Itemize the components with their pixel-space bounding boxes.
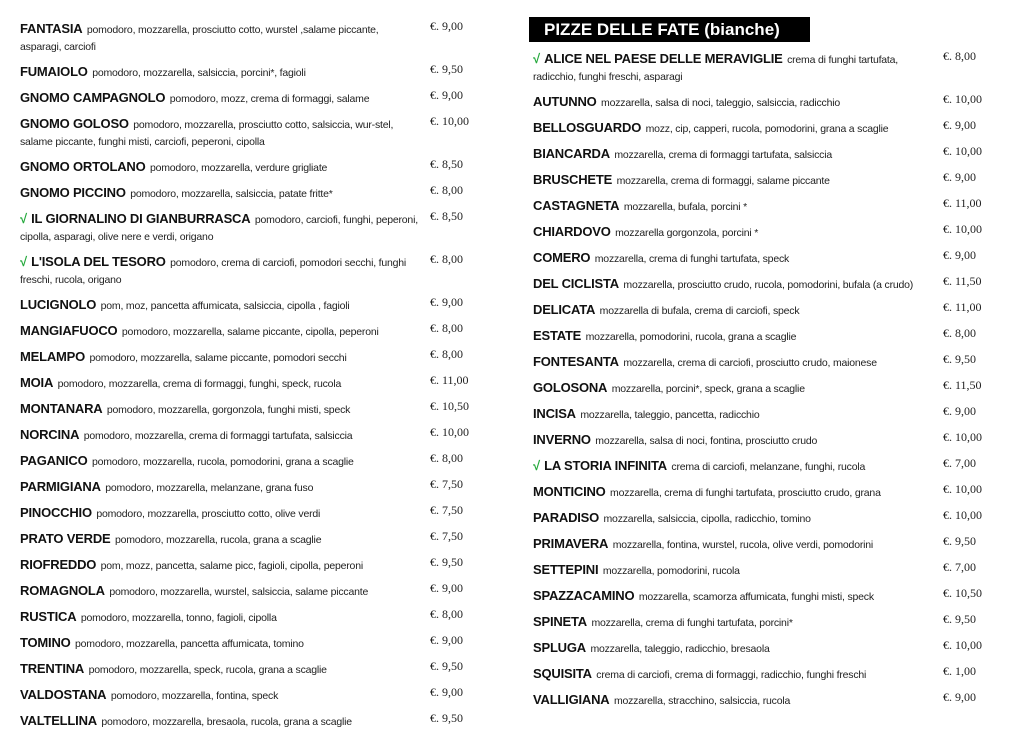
- pizza-price: €. 11,00: [430, 373, 469, 387]
- menu-row: [20, 349, 490, 375]
- pizza-price: €. 7,50: [430, 529, 463, 543]
- pizza-price: €. 8,50: [430, 209, 463, 223]
- menu-row: [533, 172, 1003, 198]
- pizza-ingredients: pomodoro, mozzarella, tonno, fagioli, cipolla: [80, 612, 277, 624]
- pizza-ingredients: pomodoro, carciofi, funghi, peperoni, cipolla, asparagi, olive nere e verdi, origano: [20, 214, 418, 243]
- menu-row: [20, 479, 490, 505]
- menu-item: [533, 224, 933, 241]
- menu-item: [20, 185, 420, 202]
- menu-item: [533, 432, 933, 449]
- menu-item: [20, 349, 420, 366]
- pizza-price: €. 9,00: [943, 118, 976, 132]
- pizza-name: CASTAGNETA: [533, 198, 620, 213]
- pizza-ingredients: pomodoro, mozzarella, rucola, grana a scaglie: [114, 534, 322, 546]
- vegetarian-check-icon: √: [533, 458, 541, 473]
- menu-item: [20, 453, 420, 470]
- pizza-price: €. 11,50: [943, 274, 982, 288]
- menu-column-left: [20, 21, 490, 739]
- pizza-ingredients: pomodoro, mozzarella, speck, rucola, grana a scaglie: [88, 664, 327, 676]
- pizza-price: €. 9,00: [943, 404, 976, 418]
- vegetarian-check-icon: √: [20, 211, 28, 226]
- pizza-name: GNOMO CAMPAGNOLO: [20, 90, 166, 105]
- pizza-price: €. 8,00: [430, 321, 463, 335]
- menu-row: [533, 51, 1003, 94]
- pizza-price: €. 7,00: [943, 560, 976, 574]
- menu-item: [20, 713, 420, 730]
- menu-row: [20, 557, 490, 583]
- pizza-price: €. 8,00: [430, 347, 463, 361]
- pizza-price: €. 9,50: [430, 555, 463, 569]
- menu-row: [533, 146, 1003, 172]
- menu-row: [533, 588, 1003, 614]
- pizza-price: €. 8,00: [430, 183, 463, 197]
- pizza-ingredients: pomodoro, mozzarella, rucola, pomodorini, grana a scaglie: [91, 456, 354, 468]
- pizza-name: DELICATA: [533, 302, 596, 317]
- pizza-name: TRENTINA: [20, 661, 85, 676]
- pizza-ingredients: mozzarella, bufala, porcini *: [623, 201, 747, 213]
- menu-item: [533, 146, 933, 163]
- menu-item: [20, 323, 420, 340]
- pizza-ingredients: pomodoro, mozzarella, wurstel, salsiccia, salame piccante: [109, 586, 369, 598]
- menu-item: [533, 120, 933, 137]
- menu-item: [533, 406, 933, 423]
- pizza-name: NORCINA: [20, 427, 80, 442]
- menu-item: [533, 666, 933, 683]
- pizza-price: €. 9,00: [430, 295, 463, 309]
- pizza-ingredients: pomodoro, mozzarella, melanzane, grana fuso: [105, 482, 314, 494]
- pizza-name: ESTATE: [533, 328, 582, 343]
- menu-item: [533, 380, 933, 397]
- menu-item: [533, 250, 933, 267]
- menu-row: [533, 562, 1003, 588]
- menu-row: [20, 401, 490, 427]
- pizza-name: FANTASIA: [20, 21, 83, 36]
- menu-item: [20, 90, 420, 107]
- pizza-name: COMERO: [533, 250, 591, 265]
- pizza-name: PARADISO: [533, 510, 600, 525]
- menu-row: [20, 185, 490, 211]
- menu-row: [20, 635, 490, 661]
- pizza-name: VALDOSTANA: [20, 687, 107, 702]
- menu-row: [20, 297, 490, 323]
- vegetarian-check-icon: √: [20, 254, 28, 269]
- menu-item: [533, 484, 933, 501]
- pizza-ingredients: pomodoro, mozzarella, pancetta affumicata, tomino: [75, 638, 304, 650]
- menu-item: [20, 479, 420, 496]
- menu-row: [533, 406, 1003, 432]
- menu-row: [20, 427, 490, 453]
- menu-item: [20, 635, 420, 652]
- pizza-name: SPINETA: [533, 614, 587, 629]
- menu-item: [533, 562, 933, 579]
- menu-item: [533, 458, 933, 475]
- pizza-ingredients: mozzarella, crema di funghi tartufata, speck: [594, 253, 790, 265]
- pizza-price: €. 8,00: [943, 49, 976, 63]
- pizza-ingredients: mozzarella, pomodorini, rucola, grana a scaglie: [585, 331, 797, 343]
- pizza-ingredients: pomodoro, mozz, crema di formaggi, salame: [169, 93, 370, 105]
- pizza-name: GNOMO PICCINO: [20, 185, 126, 200]
- pizza-ingredients: mozzarella, crema di funghi tartufata, prosciutto crudo, grana: [610, 487, 881, 499]
- menu-row: [20, 583, 490, 609]
- pizza-price: €. 8,00: [430, 252, 463, 266]
- menu-row: [533, 276, 1003, 302]
- menu-item: [533, 302, 933, 319]
- pizza-price: €. 9,00: [430, 19, 463, 33]
- menu-item: [533, 172, 933, 189]
- pizza-price: €. 1,00: [943, 664, 976, 678]
- pizza-name: MONTANARA: [20, 401, 103, 416]
- menu-row: [533, 198, 1003, 224]
- pizza-price: €. 7,00: [943, 456, 976, 470]
- pizza-name: MANGIAFUOCO: [20, 323, 118, 338]
- menu-item: [533, 328, 933, 345]
- pizza-ingredients: mozzarella, prosciutto crudo, rucola, pomodorini, bufala (a crudo): [623, 279, 914, 291]
- pizza-name: IL GIORNALINO DI GIANBURRASCA: [31, 211, 251, 226]
- menu-column-right: [533, 51, 1003, 718]
- pizza-price: €. 9,50: [943, 352, 976, 366]
- pizza-name: FONTESANTA: [533, 354, 619, 369]
- menu-item: [20, 583, 420, 600]
- menu-row: [20, 661, 490, 687]
- menu-item: [533, 614, 933, 631]
- menu-row: [20, 531, 490, 557]
- pizza-ingredients: mozzarella, salsa di noci, taleggio, salsiccia, radicchio: [601, 97, 841, 109]
- pizza-name: INCISA: [533, 406, 576, 421]
- pizza-ingredients: pomodoro, mozzarella, gorgonzola, funghi misti, speck: [106, 404, 351, 416]
- menu-row: [533, 250, 1003, 276]
- menu-item: [20, 427, 420, 444]
- menu-item: [20, 531, 420, 548]
- menu-item: [533, 510, 933, 527]
- pizza-ingredients: pomodoro, mozzarella, prosciutto cotto, olive verdi: [96, 508, 321, 520]
- pizza-ingredients: mozzarella, crema di funghi tartufata, porcini*: [591, 617, 793, 629]
- pizza-price: €. 10,00: [430, 114, 469, 128]
- pizza-name: CHIARDOVO: [533, 224, 611, 239]
- menu-item: [20, 661, 420, 678]
- menu-row: [533, 614, 1003, 640]
- pizza-price: €. 9,50: [430, 711, 463, 725]
- pizza-price: €. 9,50: [943, 534, 976, 548]
- pizza-ingredients: mozzarella, taleggio, pancetta, radicchio: [580, 409, 760, 421]
- menu-item: [533, 354, 933, 371]
- pizza-price: €. 9,50: [430, 62, 463, 76]
- menu-row: [20, 90, 490, 116]
- menu-item: [533, 640, 933, 657]
- pizza-ingredients: mozzarella, porcini*, speck, grana a scaglie: [611, 383, 805, 395]
- menu-row: [533, 640, 1003, 666]
- pizza-price: €. 10,00: [943, 482, 982, 496]
- pizza-price: €. 10,00: [943, 430, 982, 444]
- pizza-name: L'ISOLA DEL TESORO: [31, 254, 166, 269]
- pizza-ingredients: pomodoro, mozzarella, verdure grigliate: [149, 162, 328, 174]
- pizza-ingredients: crema di carciofi, melanzane, funghi, rucola: [671, 461, 866, 473]
- pizza-name: INVERNO: [533, 432, 591, 447]
- pizza-name: GNOMO GOLOSO: [20, 116, 129, 131]
- pizza-name: MELAMPO: [20, 349, 86, 364]
- pizza-ingredients: mozzarella, pomodorini, rucola: [602, 565, 740, 577]
- pizza-ingredients: pomodoro, mozzarella, bresaola, rucola, grana a scaglie: [101, 716, 352, 728]
- pizza-ingredients: mozzarella, crema di formaggi, salame piccante: [616, 175, 830, 187]
- pizza-ingredients: pom, moz, pancetta affumicata, salsiccia, cipolla , fagioli: [100, 300, 350, 312]
- pizza-price: €. 10,00: [430, 425, 469, 439]
- pizza-price: €. 11,00: [943, 196, 982, 210]
- menu-row: [533, 224, 1003, 250]
- pizza-price: €. 9,00: [943, 170, 976, 184]
- menu-item: [20, 64, 420, 81]
- menu-row: [20, 375, 490, 401]
- menu-item: [20, 401, 420, 418]
- menu-row: [20, 254, 490, 297]
- pizza-name: PINOCCHIO: [20, 505, 92, 520]
- menu-row: [533, 94, 1003, 120]
- pizza-name: DEL CICLISTA: [533, 276, 619, 291]
- menu-row: [533, 484, 1003, 510]
- menu-row: [20, 453, 490, 479]
- menu-item: [20, 687, 420, 704]
- menu-row: [533, 120, 1003, 146]
- pizza-name: GOLOSONA: [533, 380, 608, 395]
- menu-row: [20, 713, 490, 739]
- pizza-ingredients: pomodoro, crema di carciofi, pomodori secchi, funghi freschi, rucola, origano: [20, 257, 407, 286]
- pizza-ingredients: mozzarella, fontina, wurstel, rucola, olive verdi, pomodorini: [612, 539, 874, 551]
- menu-item: [20, 211, 420, 245]
- menu-item: [533, 198, 933, 215]
- menu-row: [533, 432, 1003, 458]
- pizza-ingredients: pomodoro, mozzarella, prosciutto cotto, wurstel ,salame piccante, asparagi, carciofi: [20, 24, 379, 53]
- menu-row: [533, 666, 1003, 692]
- menu-row: [20, 687, 490, 713]
- menu-row: [20, 64, 490, 90]
- pizza-price: €. 9,00: [430, 685, 463, 699]
- pizza-name: PARMIGIANA: [20, 479, 101, 494]
- pizza-price: €. 10,00: [943, 222, 982, 236]
- pizza-name: PAGANICO: [20, 453, 88, 468]
- pizza-ingredients: mozzarella, crema di carciofi, prosciutto crudo, maionese: [623, 357, 877, 369]
- pizza-price: €. 10,00: [943, 92, 982, 106]
- pizza-price: €. 9,50: [430, 659, 463, 673]
- pizza-price: €. 9,00: [430, 633, 463, 647]
- pizza-ingredients: pomodoro, mozzarella, salsiccia, patate fritte*: [130, 188, 333, 200]
- menu-item: [533, 276, 933, 293]
- menu-item: [20, 297, 420, 314]
- pizza-name: RIOFREDDO: [20, 557, 97, 572]
- section-header-pizze-delle-fate: PIZZE DELLE FATE (bianche): [529, 17, 810, 42]
- pizza-price: €. 9,00: [430, 88, 463, 102]
- pizza-ingredients: pomodoro, mozzarella, salame piccante, cipolla, peperoni: [121, 326, 379, 338]
- pizza-ingredients: crema di carciofi, crema di formaggi, radicchio, funghi freschi: [596, 669, 867, 681]
- menu-row: [20, 505, 490, 531]
- pizza-ingredients: pomodoro, mozzarella, crema di formaggi, funghi, speck, rucola: [57, 378, 342, 390]
- pizza-price: €. 10,00: [943, 638, 982, 652]
- pizza-price: €. 9,00: [430, 581, 463, 595]
- pizza-price: €. 10,00: [943, 508, 982, 522]
- menu-item: [20, 609, 420, 626]
- pizza-price: €. 10,50: [943, 586, 982, 600]
- pizza-ingredients: mozzarella di bufala, crema di carciofi, speck: [599, 305, 800, 317]
- pizza-name: FUMAIOLO: [20, 64, 88, 79]
- pizza-name: SQUISITA: [533, 666, 592, 681]
- pizza-ingredients: pomodoro, mozzarella, crema di formaggi tartufata, salsiccia: [83, 430, 353, 442]
- menu-item: [533, 51, 933, 85]
- pizza-name: TOMINO: [20, 635, 71, 650]
- menu-row: [20, 159, 490, 185]
- pizza-name: BIANCARDA: [533, 146, 610, 161]
- pizza-name: LUCIGNOLO: [20, 297, 97, 312]
- pizza-ingredients: mozzarella gorgonzola, porcini *: [615, 227, 759, 239]
- menu-item: [20, 116, 420, 150]
- menu-item: [533, 94, 933, 111]
- pizza-ingredients: pomodoro, mozzarella, fontina, speck: [110, 690, 279, 702]
- pizza-price: €. 9,00: [943, 690, 976, 704]
- menu-item: [20, 159, 420, 176]
- pizza-name: BRUSCHETE: [533, 172, 613, 187]
- pizza-price: €. 8,50: [430, 157, 463, 171]
- pizza-name: GNOMO ORTOLANO: [20, 159, 146, 174]
- menu-row: [20, 211, 490, 254]
- menu-row: [533, 380, 1003, 406]
- pizza-price: €. 11,50: [943, 378, 982, 392]
- menu-row: [533, 302, 1003, 328]
- pizza-ingredients: mozzarella, crema di formaggi tartufata, salsiccia: [614, 149, 832, 161]
- menu-row: [533, 692, 1003, 718]
- menu-item: [20, 375, 420, 392]
- menu-row: [20, 609, 490, 635]
- pizza-price: €. 8,00: [430, 607, 463, 621]
- pizza-name: PRATO VERDE: [20, 531, 111, 546]
- pizza-price: €. 10,50: [430, 399, 469, 413]
- menu-item: [533, 536, 933, 553]
- menu-row: [20, 21, 490, 64]
- pizza-ingredients: pom, mozz, pancetta, salame picc, fagioli, cipolla, peperoni: [100, 560, 363, 572]
- menu-item: [20, 505, 420, 522]
- menu-item: [20, 21, 420, 55]
- pizza-price: €. 9,00: [943, 248, 976, 262]
- pizza-price: €. 10,00: [943, 144, 982, 158]
- pizza-ingredients: mozzarella, scamorza affumicata, funghi misti, speck: [638, 591, 874, 603]
- pizza-name: VALTELLINA: [20, 713, 97, 728]
- pizza-price: €. 9,50: [943, 612, 976, 626]
- vegetarian-check-icon: √: [533, 51, 541, 66]
- pizza-price: €. 7,50: [430, 503, 463, 517]
- pizza-price: €. 8,00: [943, 326, 976, 340]
- pizza-name: MOIA: [20, 375, 54, 390]
- pizza-name: LA STORIA INFINITA: [544, 458, 667, 473]
- pizza-name: AUTUNNO: [533, 94, 597, 109]
- menu-row: [533, 458, 1003, 484]
- pizza-name: RUSTICA: [20, 609, 77, 624]
- menu-row: [533, 328, 1003, 354]
- pizza-ingredients: pomodoro, mozzarella, salame piccante, pomodori secchi: [89, 352, 347, 364]
- pizza-ingredients: mozzarella, stracchino, salsiccia, rucola: [613, 695, 791, 707]
- menu-row: [533, 536, 1003, 562]
- pizza-ingredients: pomodoro, mozzarella, salsiccia, porcini*, fagioli: [92, 67, 306, 79]
- pizza-name: MONTICINO: [533, 484, 606, 499]
- pizza-ingredients: pomodoro, mozzarella, prosciutto cotto, salsiccia, wur-stel, salame piccante, funghi misti, carciofi, peperoni, cipolla: [20, 119, 394, 148]
- pizza-name: ROMAGNOLA: [20, 583, 105, 598]
- menu-row: [20, 323, 490, 349]
- pizza-name: BELLOSGUARDO: [533, 120, 642, 135]
- pizza-name: VALLIGIANA: [533, 692, 610, 707]
- pizza-name: SETTEPINI: [533, 562, 599, 577]
- menu-item: [20, 557, 420, 574]
- pizza-name: ALICE NEL PAESE DELLE MERAVIGLIE: [544, 51, 783, 66]
- menu-row: [20, 116, 490, 159]
- pizza-ingredients: mozzarella, salsa di noci, fontina, prosciutto crudo: [595, 435, 818, 447]
- menu-item: [533, 588, 933, 605]
- pizza-ingredients: mozzarella, salsiccia, cipolla, radicchio, tomino: [603, 513, 811, 525]
- pizza-price: €. 11,00: [943, 300, 982, 314]
- pizza-price: €. 8,00: [430, 451, 463, 465]
- pizza-name: PRIMAVERA: [533, 536, 609, 551]
- menu-item: [20, 254, 420, 288]
- pizza-ingredients: crema di funghi tartufata, radicchio, funghi freschi, asparagi: [533, 54, 899, 83]
- pizza-price: €. 7,50: [430, 477, 463, 491]
- menu-item: [533, 692, 933, 709]
- pizza-name: SPLUGA: [533, 640, 586, 655]
- menu-row: [533, 354, 1003, 380]
- pizza-ingredients: mozzarella, taleggio, radicchio, bresaola: [590, 643, 770, 655]
- menu-row: [533, 510, 1003, 536]
- pizza-ingredients: mozz, cip, capperi, rucola, pomodorini, grana a scaglie: [645, 123, 889, 135]
- pizza-name: SPAZZACAMINO: [533, 588, 635, 603]
